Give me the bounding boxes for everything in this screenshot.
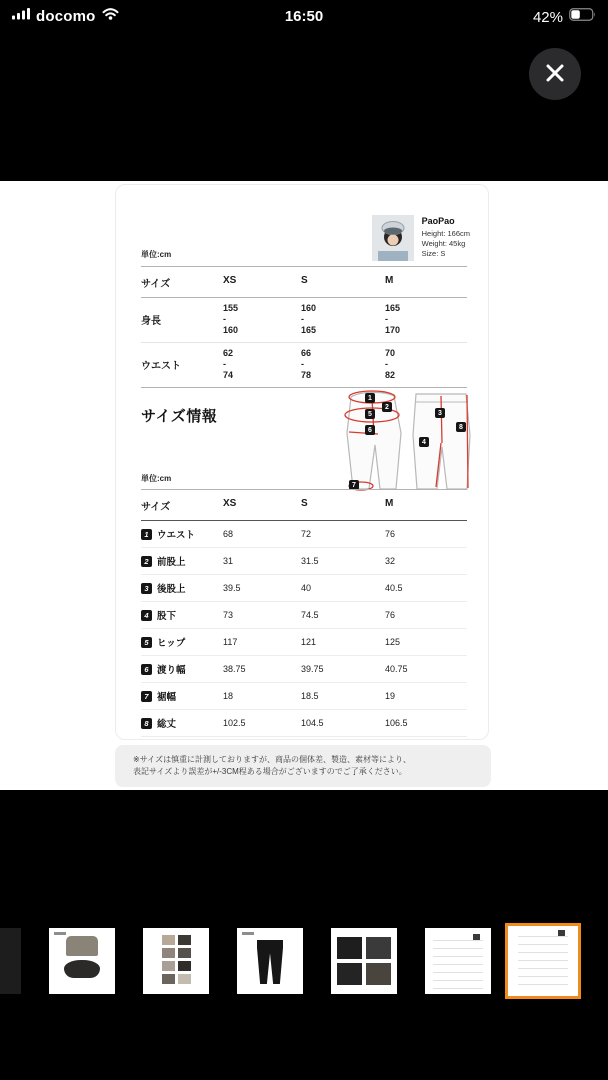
model-info: [372, 215, 470, 261]
diagram-marker-1: 1: [365, 393, 375, 403]
unit-label-size-table: 単位:cm: [141, 474, 172, 483]
table-row: 7 裾幅 18 18.5 19: [141, 683, 467, 710]
table-row: 8 総丈 102.5 104.5 106.5: [141, 710, 467, 737]
col-m: M: [385, 498, 394, 509]
battery-percent: 42%: [532, 8, 563, 26]
table-row: 3 後股上 39.5 40 40.5: [141, 575, 467, 602]
table-row: 2 前股上 31 31.5 32: [141, 548, 467, 575]
thumb-caption-bar: [242, 932, 254, 935]
thumbnail-1-product-photo[interactable]: [0, 928, 21, 994]
carrier-label: docomo: [36, 7, 96, 25]
col-xs: XS: [223, 275, 237, 286]
table-row: 1 ウエスト 68 72 76: [141, 521, 467, 548]
gray-jacket-graphic: [66, 936, 98, 956]
body-measurements-table: [141, 266, 467, 388]
battery-icon: [569, 8, 596, 26]
thumb-caption-bar: [54, 932, 66, 935]
size-disclaimer: [115, 745, 491, 787]
diagram-marker-7: 7: [349, 480, 359, 490]
thumbnail-4-black-pants[interactable]: [237, 928, 303, 994]
thumbnail-strip: [0, 922, 608, 1000]
clock: 16:50: [284, 8, 324, 25]
col-size: サイズ: [141, 502, 171, 513]
row-number-badge: 5: [141, 637, 152, 648]
table-row: 5 ヒップ 117 121 125: [141, 629, 467, 656]
table-row: 6 渡り幅 38.75 39.75 40.75: [141, 656, 467, 683]
wifi-icon: [102, 7, 119, 25]
size-chart-card: [115, 184, 489, 740]
col-m: M: [385, 275, 394, 286]
size-chart-mini: [518, 929, 568, 985]
model-photo: [372, 215, 414, 261]
close-button[interactable]: [529, 48, 581, 100]
unit-label-body-table: 単位:cm: [141, 250, 172, 259]
thumbnail-3-fabric-grid[interactable]: [143, 928, 209, 994]
thumbnail-7-size-chart-selected[interactable]: [505, 923, 581, 999]
black-jacket-graphic: [64, 960, 100, 978]
diagram-marker-3: 3: [435, 408, 445, 418]
col-size: サイズ: [141, 279, 171, 290]
thumbnail-2-jackets[interactable]: [49, 928, 115, 994]
col-s: S: [301, 498, 308, 509]
row-number-badge: 6: [141, 664, 152, 675]
diagram-marker-2: 2: [382, 402, 392, 412]
fabric-photo-grid: [143, 935, 209, 984]
pants-silhouette: [257, 940, 283, 984]
size-chart-mini: [433, 933, 483, 989]
row-number-badge: 2: [141, 556, 152, 567]
pants-measurement-diagram: [338, 385, 480, 495]
size-chart-image[interactable]: [0, 181, 608, 790]
model-size: Size: S: [421, 249, 446, 258]
disclaimer-line-2: 表記サイズより誤差が+/-3CM程ある場合がございますのでご了承ください。: [133, 767, 407, 776]
model-name: PaoPao: [421, 216, 455, 226]
col-s: S: [301, 275, 308, 286]
table-header: [141, 266, 467, 298]
diagram-marker-5: 5: [365, 409, 375, 419]
row-number-badge: 3: [141, 583, 152, 594]
table-row: 4 股下 73 74.5 76: [141, 602, 467, 629]
table-header: [141, 489, 467, 521]
row-number-badge: 4: [141, 610, 152, 621]
garment-size-table: [141, 489, 467, 737]
thumbnail-6-size-chart[interactable]: [425, 928, 491, 994]
disclaimer-line-1: ※サイズは慎重に計測しておりますが、商品の個体差、製造、素材等により、: [133, 755, 412, 764]
thumbnail-5-detail-grid[interactable]: [331, 928, 397, 994]
dark-garment-photo: [0, 928, 21, 994]
table-row: 身長 155 - 160 160 - 165 165 - 170: [141, 298, 467, 343]
model-weight: Weight: 45kg: [421, 239, 466, 248]
model-height: Height: 166cm: [421, 229, 470, 238]
size-info-title: サイズ情報: [141, 408, 218, 425]
diagram-marker-4: 4: [419, 437, 429, 447]
diagram-marker-6: 6: [365, 425, 375, 435]
row-number-badge: 1: [141, 529, 152, 540]
table-row: ウエスト 62 - 74 66 - 78 70 - 82: [141, 343, 467, 388]
row-number-badge: 7: [141, 691, 152, 702]
close-icon: [543, 61, 567, 88]
row-number-badge: 8: [141, 718, 152, 729]
col-xs: XS: [223, 498, 237, 509]
detail-photo-grid: [331, 937, 397, 985]
diagram-marker-8: 8: [456, 422, 466, 432]
status-bar: [0, 0, 608, 34]
cell-signal-icon: [12, 7, 30, 25]
